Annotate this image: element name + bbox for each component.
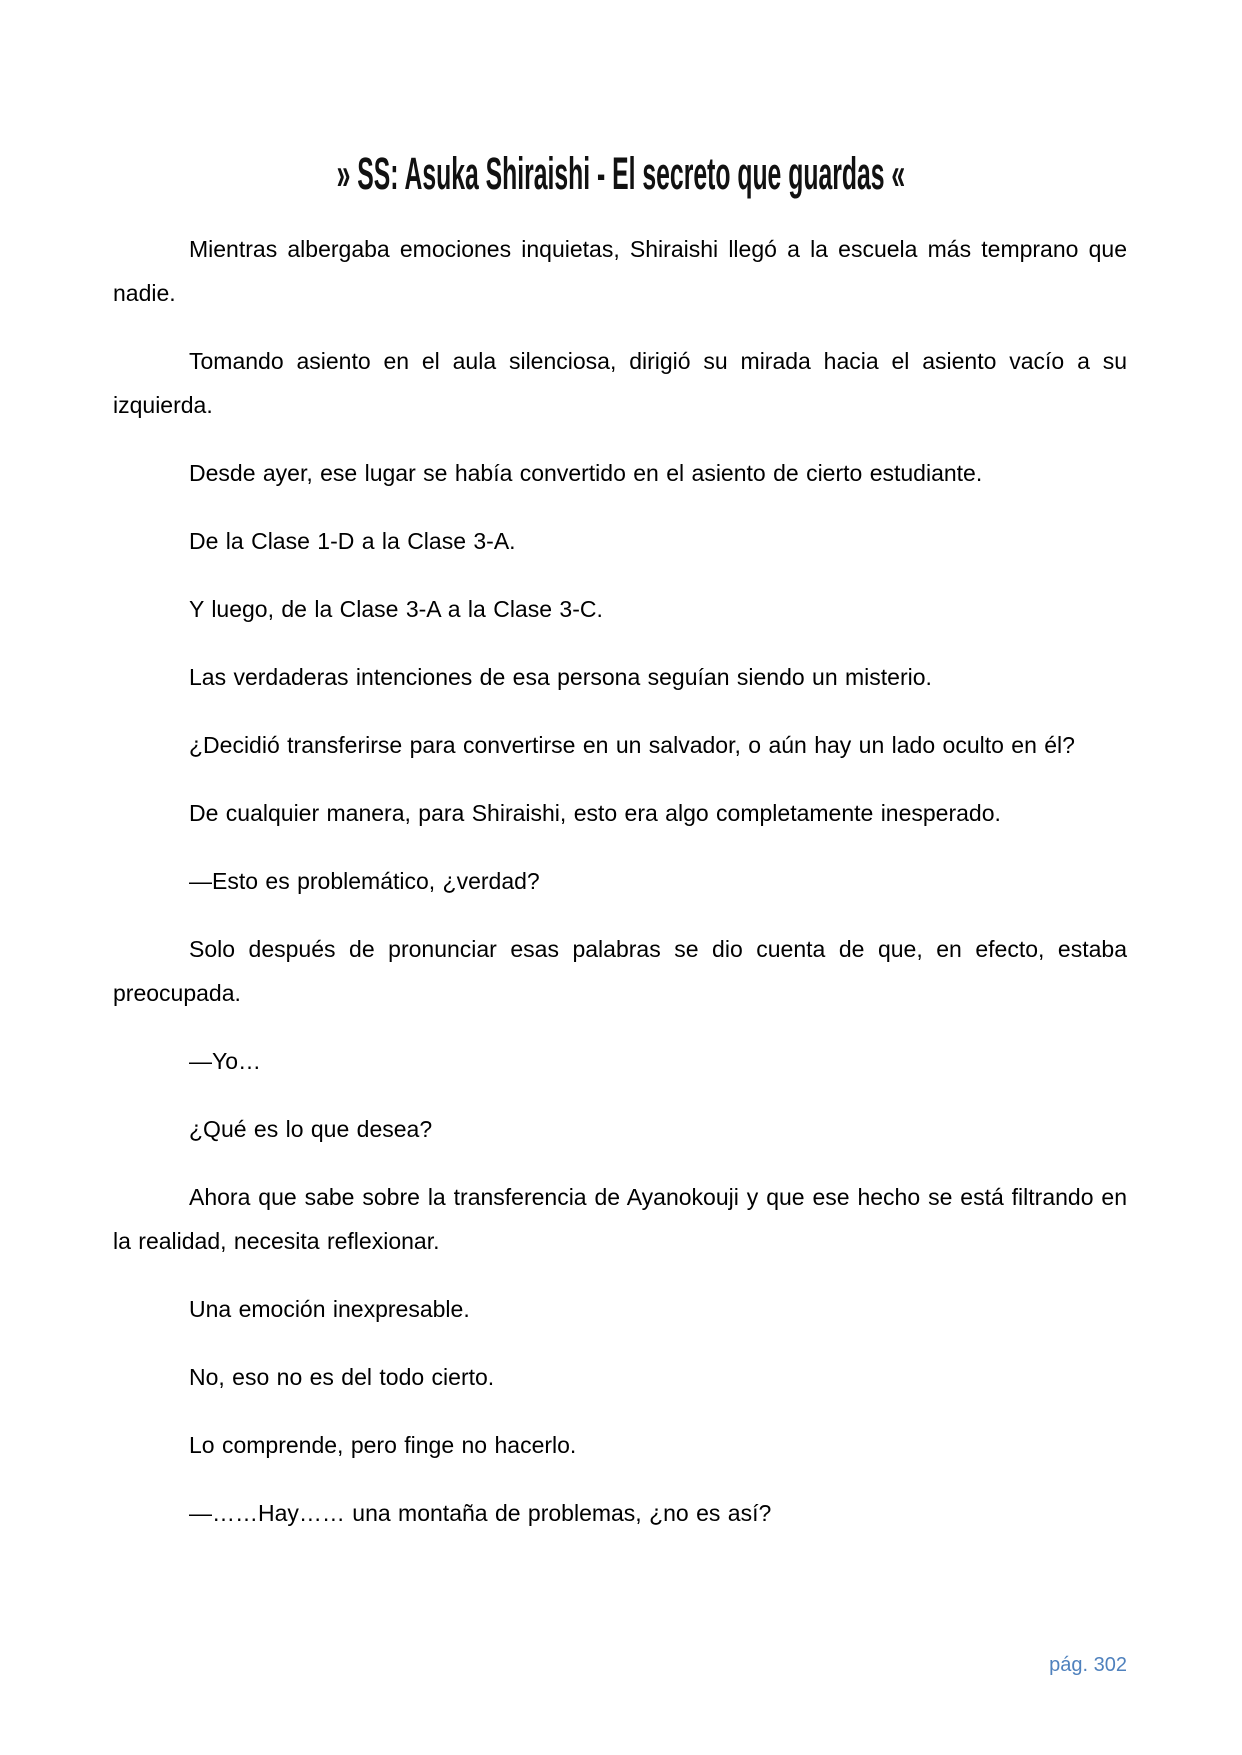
paragraph: No, eso no es del todo cierto. bbox=[189, 1364, 495, 1390]
page-number: pág. 302 bbox=[1049, 1654, 1127, 1676]
paragraph: Ahora que sabe sobre la transferencia de Ayanokouji y que ese hecho se está filtrando en la realidad, necesita reflexionar. bbox=[113, 1184, 1127, 1254]
paragraph: —Esto es problemático, ¿verdad? bbox=[189, 868, 540, 894]
paragraph: Y luego, de la Clase 3-A a la Clase 3-C. bbox=[189, 596, 603, 622]
paragraph: Una emoción inexpresable. bbox=[189, 1296, 470, 1322]
paragraph: Desde ayer, ese lugar se había convertido en el asiento de cierto estudiante. bbox=[189, 460, 983, 486]
page-title bbox=[0, 150, 1242, 198]
paragraph: —Yo… bbox=[189, 1048, 262, 1074]
paragraph: Las verdaderas intenciones de esa persona seguían siendo un misterio. bbox=[189, 664, 932, 690]
paragraph: Lo comprende, pero finge no hacerlo. bbox=[189, 1432, 577, 1458]
paragraph: ¿Qué es lo que desea? bbox=[189, 1116, 433, 1142]
page-title-text: » SS: Asuka Shiraishi - El secreto que guardas « bbox=[336, 148, 906, 199]
paragraph: Solo después de pronunciar esas palabras se dio cuenta de que, en efecto, estaba preocupada. bbox=[113, 936, 1127, 1006]
document-body bbox=[0, 227, 1242, 1535]
paragraph: De cualquier manera, para Shiraishi, esto era algo completamente inesperado. bbox=[189, 800, 1001, 826]
paragraph: Mientras albergaba emociones inquietas, Shiraishi llegó a la escuela más temprano que nadie. bbox=[113, 236, 1127, 306]
paragraph: Tomando asiento en el aula silenciosa, dirigió su mirada hacia el asiento vacío a su izquierda. bbox=[113, 348, 1127, 418]
paragraph: —……Hay…… una montaña de problemas, ¿no es así? bbox=[189, 1500, 772, 1526]
paragraph: De la Clase 1-D a la Clase 3-A. bbox=[189, 528, 516, 554]
paragraph: ¿Decidió transferirse para convertirse en un salvador, o aún hay un lado oculto en él? bbox=[189, 732, 1075, 758]
